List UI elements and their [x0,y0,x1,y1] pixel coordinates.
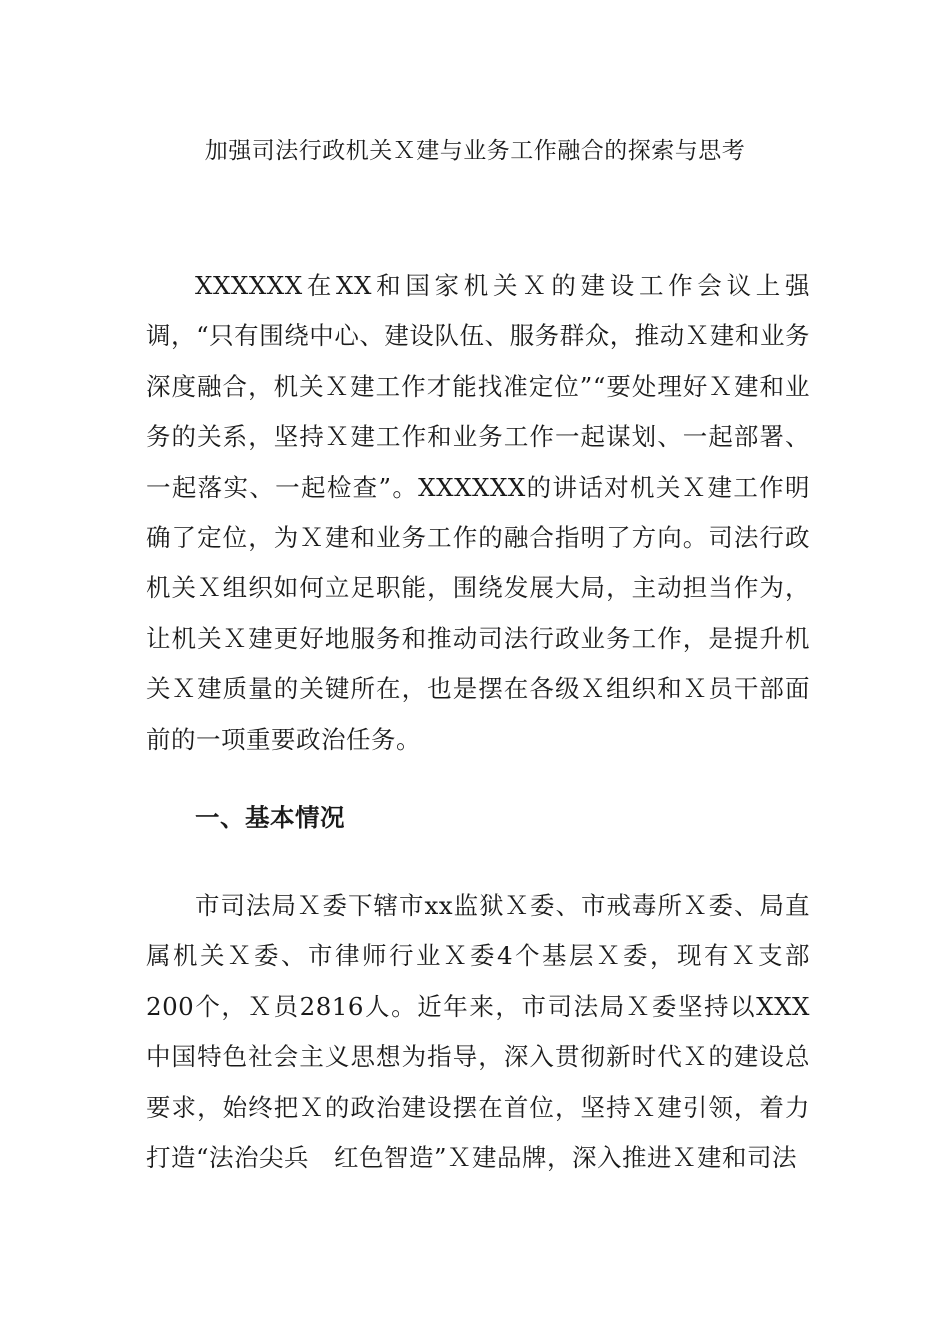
document-title: 加强司法行政机关Ｘ建与业务工作融合的探索与思考 [204,138,746,164]
section-heading-basic-situation: 一、基本情况 [195,803,345,832]
basic-situation-paragraph: 市司法局Ｘ委下辖市xx监狱Ｘ委、市戒毒所Ｘ委、局直属机关Ｘ委、市律师行业Ｘ委4个基层Ｘ委，现有Ｘ支部200个，Ｘ员2816人。近年来，市司法局Ｘ委坚持以XXX中国特色社会主义思想为指导，深入贯彻新时代Ｘ的建设总要求，始终把Ｘ的政治建设摆在首位，坚持Ｘ建引领，着力打造“法治尖兵 红色智造”Ｘ建品牌，深入推进Ｘ建和司法 [146,891,810,1173]
intro-paragraph: XXXXXX在XX和国家机关Ｘ的建设工作会议上强调，“只有围绕中心、建设队伍、服务群众，推动Ｘ建和业务深度融合，机关Ｘ建工作才能找准定位”“要处理好Ｘ建和业务的关系，坚持Ｘ建工作和业务工作一起谋划、一起部署、一起落实、一起检查”。XXXXXX的讲话对机关Ｘ建工作明确了定位，为Ｘ建和业务工作的融合指明了方向。司法行政机关Ｘ组织如何立足职能，围绕发展大局，主动担当作为，让机关Ｘ建更好地服务和推动司法行政业务工作，是提升机关Ｘ建质量的关键所在，也是摆在各级Ｘ组织和Ｘ员干部面前的一项重要政治任务。 [146,271,810,754]
